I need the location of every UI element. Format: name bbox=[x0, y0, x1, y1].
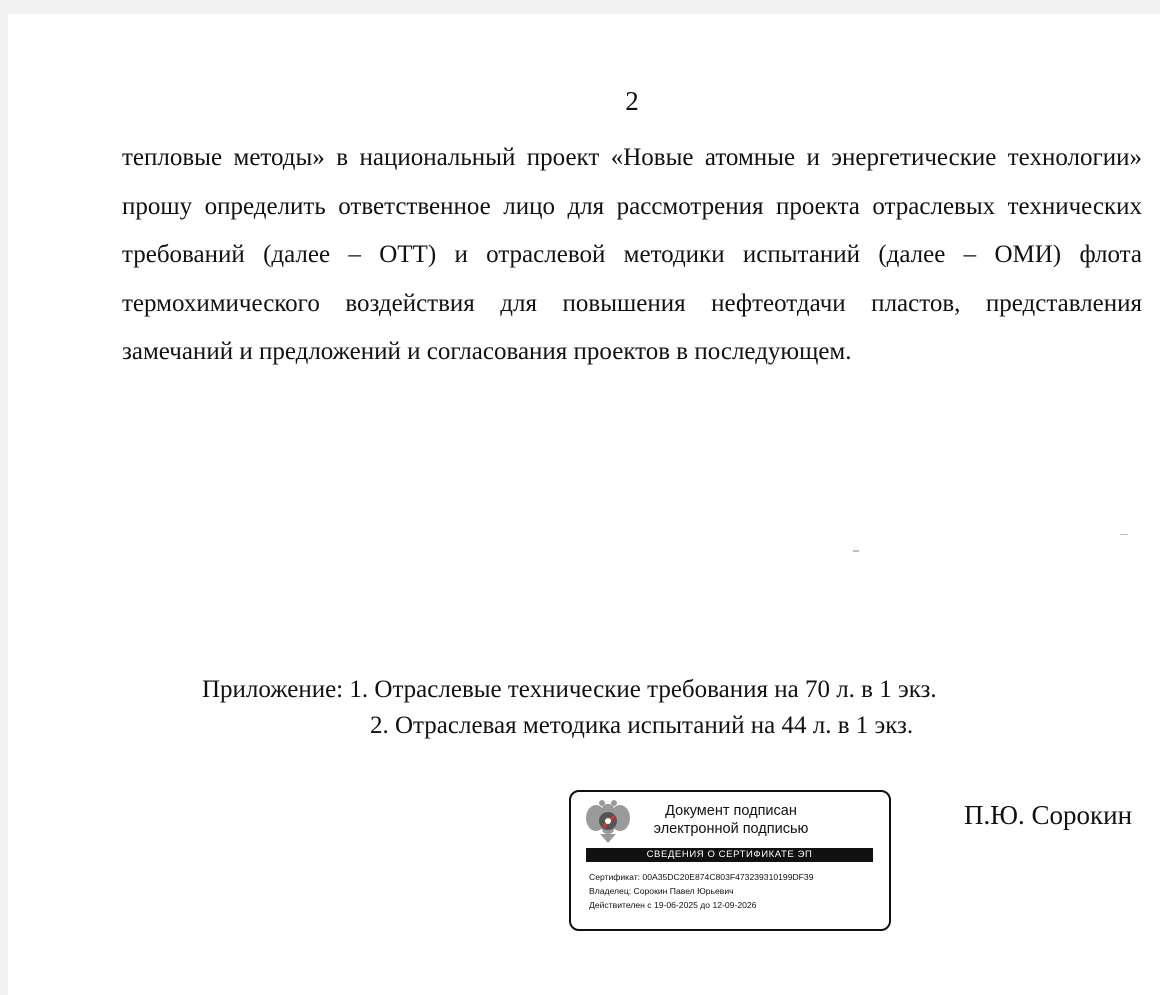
certificate-number: Сертификат: 00A35DC20E874C803F473239310199DF39 bbox=[589, 872, 814, 882]
signer-name: П.Ю. Сорокин bbox=[964, 800, 1133, 830]
appendix-item: 1. Отраслевые технические требования на 70 л. в 1 экз. bbox=[349, 676, 937, 703]
appendix-label: Приложение: bbox=[202, 676, 344, 703]
certificate-owner: Владелец: Сорокин Павел Юрьевич bbox=[589, 886, 734, 896]
appendix-block bbox=[202, 672, 937, 744]
page-number: 2 bbox=[625, 86, 639, 116]
scan-artifact bbox=[1120, 534, 1128, 535]
stamp-title-line: электронной подписью bbox=[653, 821, 809, 837]
document-page bbox=[8, 14, 1160, 995]
appendix-item: 2. Отраслевая методика испытаний на 44 л. в 1 экз. bbox=[370, 712, 914, 739]
scan-artifact bbox=[853, 550, 859, 552]
electronic-signature-stamp bbox=[569, 790, 891, 931]
body-paragraph: тепловые методы» в национальный проект «Новые атомные и энергетические технологии» прошу определить ответственное лицо для рассмотрения проекта отраслевых технических требований (далее – ОТТ) и отраслевой методики испытаний (далее – ОМИ) флота термохимического воздействия для повышения нефтеотдачи пластов, представления замечаний и предложений и согласования проектов в последующем. bbox=[122, 144, 1142, 366]
stamp-title-line: Документ подписан bbox=[665, 803, 797, 819]
certificate-header: СВЕДЕНИЯ О СЕРТИФИКАТЕ ЭП bbox=[586, 848, 873, 862]
coat-of-arms-icon bbox=[585, 798, 631, 844]
certificate-details bbox=[589, 870, 814, 912]
stamp-title bbox=[641, 802, 821, 838]
certificate-validity: Действителен с 19-06-2025 до 12-09-2026 bbox=[589, 900, 757, 910]
